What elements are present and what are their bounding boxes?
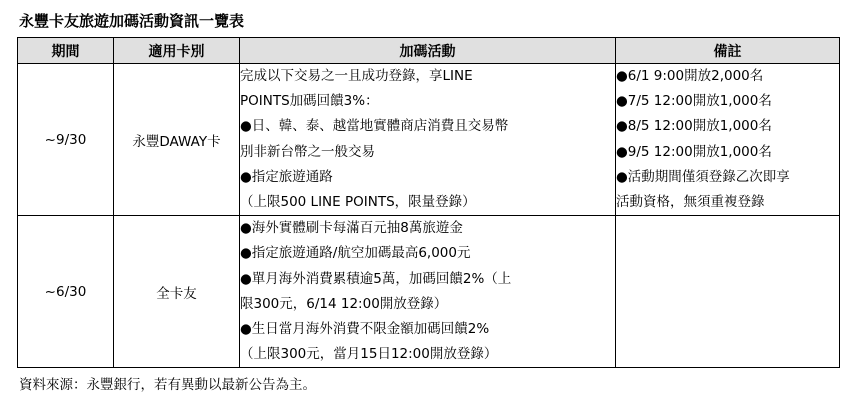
row-period: ~6/30 [18, 216, 114, 368]
activity-line: （上限500 LINE POINTS，限量登錄） [240, 193, 476, 210]
row-card: 永豐DAWAY卡 [114, 64, 240, 216]
activity-line: ●海外實體刷卡每滿百元抽8萬旅遊金 [240, 220, 463, 237]
promotion-table [17, 37, 840, 368]
activity-line: ●日、韓、泰、越當地實體商店消費且交易幣 [240, 118, 509, 135]
note-line: ●8/5 12:00開放1,000名 [616, 118, 772, 135]
row-note-empty [616, 216, 840, 368]
row-activity [240, 216, 616, 368]
activity-line: ●單月海外消費累積逾5萬，加碼回饋2%（上 [240, 270, 512, 287]
activity-line: 限300元，6/14 12:00開放登錄） [240, 295, 448, 312]
header-note: 備註 [616, 38, 840, 64]
activity-line: ●指定旅遊通路/航空加碼最高6,000元 [240, 245, 471, 262]
note-line: 活動資格，無須重複登錄 [616, 193, 765, 210]
table-row [18, 216, 840, 368]
activity-line: 別非新台幣之一般交易 [240, 143, 375, 160]
activity-line: （上限300元，當月15日12:00開放登錄） [240, 346, 498, 363]
activity-line: ●生日當月海外消費不限金額加碼回饋2% [240, 320, 490, 337]
header-card: 適用卡別 [114, 38, 240, 64]
row-period: ~9/30 [18, 64, 114, 216]
source-note: 資料來源：永豐銀行，若有異動以最新公告為主。 [19, 377, 316, 393]
row-activity [240, 64, 616, 216]
activity-line: ●指定旅遊通路 [240, 168, 333, 185]
table-header-row [18, 38, 840, 64]
note-line: ●活動期間僅須登錄乙次即享 [616, 168, 790, 185]
activity-line: POINTS加碼回饋3%： [240, 93, 379, 110]
note-line: ●6/1 9:00開放2,000名 [616, 68, 764, 84]
header-period: 期間 [18, 38, 114, 64]
row-card: 全卡友 [114, 216, 240, 368]
row-note [616, 64, 840, 216]
activity-line: 完成以下交易之一且成功登錄，享LINE [240, 68, 473, 84]
document-title: 永豐卡友旅遊加碼活動資訊一覽表 [19, 12, 245, 30]
header-activity: 加碼活動 [240, 38, 616, 64]
table-row [18, 64, 840, 216]
note-line: ●7/5 12:00開放1,000名 [616, 93, 772, 110]
note-line: ●9/5 12:00開放1,000名 [616, 143, 772, 160]
